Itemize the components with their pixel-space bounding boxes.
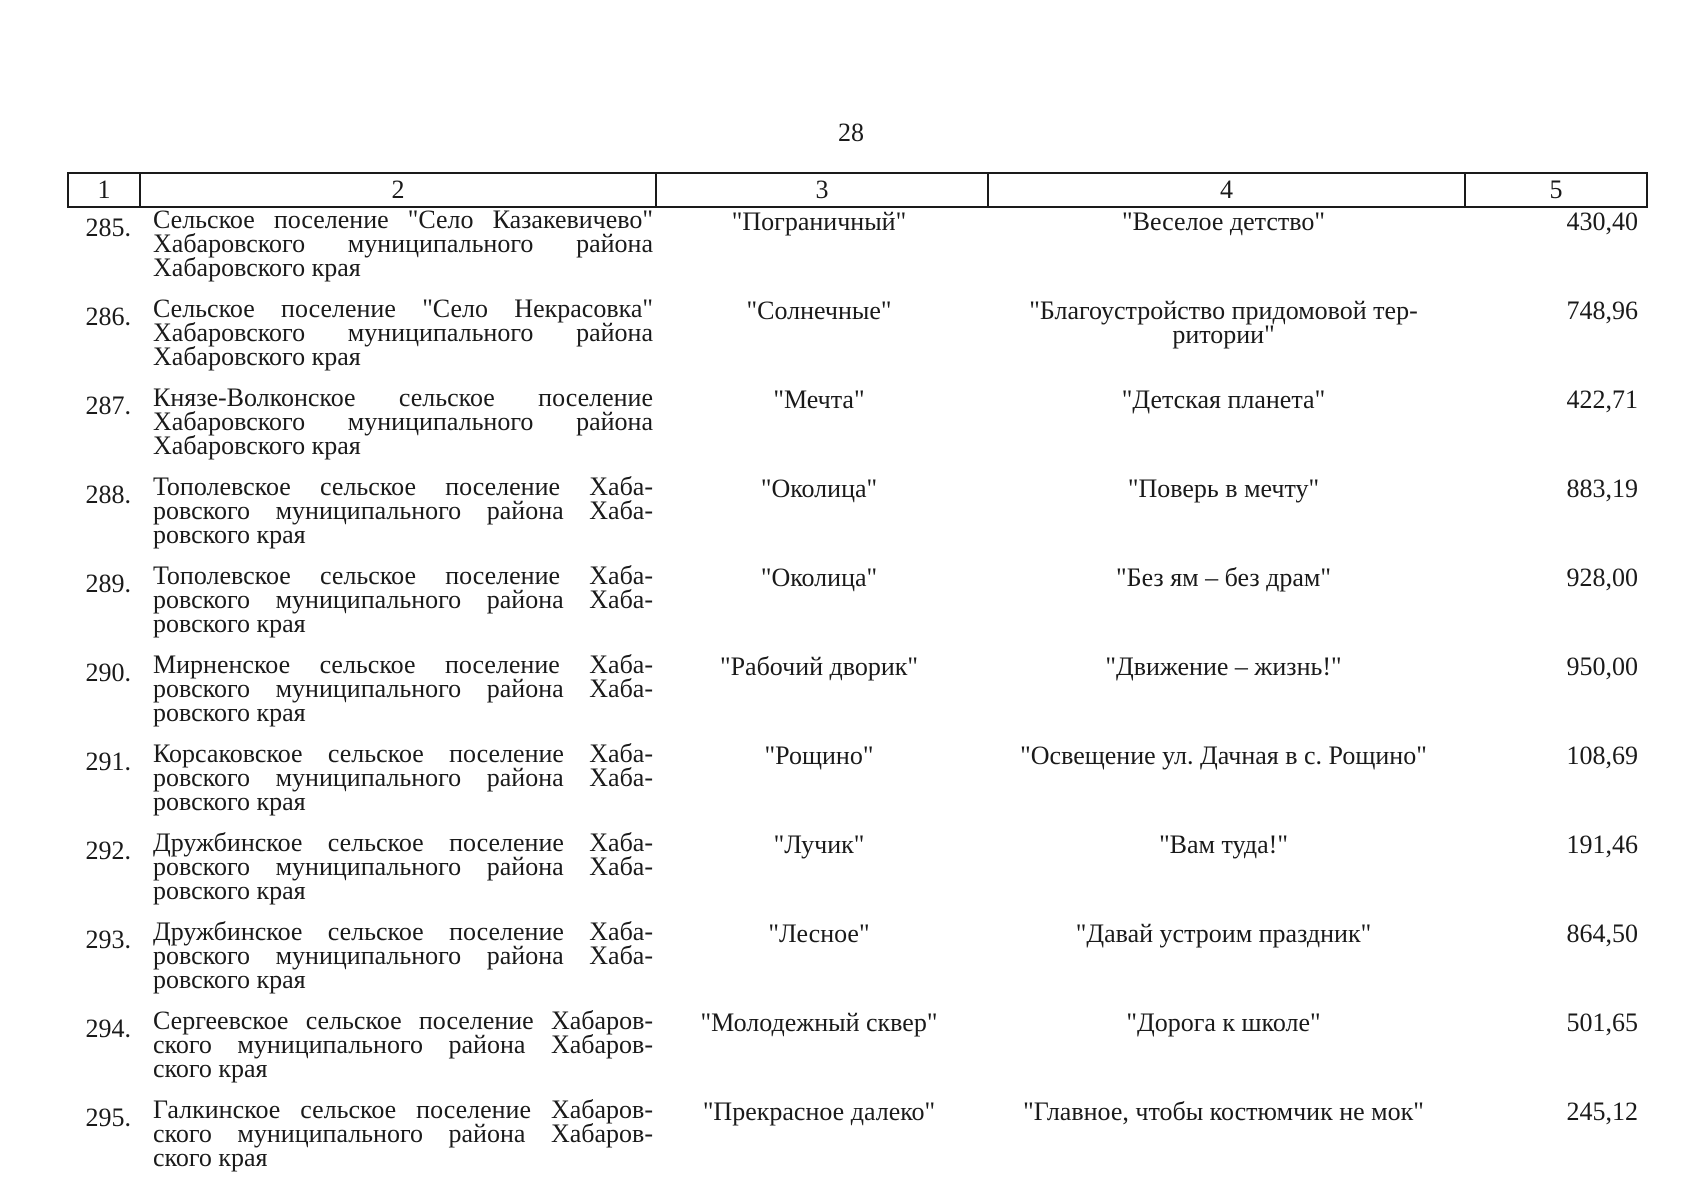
table-row	[67, 294, 1648, 386]
tos-name: "Солнечные"	[746, 296, 892, 325]
table-row	[67, 205, 1648, 297]
table-row	[67, 917, 1648, 1009]
tos-name: "Прекрасное далеко"	[702, 1097, 936, 1126]
table-row	[67, 650, 1648, 742]
project-name: "Освещение ул. Дачная в с. Рощино"	[1020, 741, 1427, 770]
row-number: 293.	[85, 925, 131, 954]
row-number: 289.	[85, 569, 131, 598]
municipality-name: Корсаковское сельское поселение Хаба-ровского муниципального района Хаба-ровского края	[153, 739, 653, 816]
tos-name: "Мечта"	[773, 385, 865, 414]
row-number: 287.	[85, 391, 131, 420]
column-header-5: 5	[1464, 174, 1646, 206]
table-row	[67, 1006, 1648, 1098]
tos-name: "Рабочий дворик"	[719, 652, 919, 681]
table-row	[67, 828, 1648, 920]
project-name: "Поверь в мечту"	[1127, 474, 1320, 503]
row-number: 285.	[85, 213, 131, 242]
tos-name: "Молодежный сквер"	[700, 1008, 938, 1037]
tos-name: "Лучик"	[773, 830, 865, 859]
column-header-2: 2	[139, 174, 655, 206]
tos-name: "Околица"	[760, 563, 878, 592]
row-number: 294.	[85, 1014, 131, 1043]
project-name: "Благоустройство придомовой тер-ритории"	[1029, 296, 1418, 349]
municipality-name: Сергеевское сельское поселение Хабаров-ского муниципального района Хабаров-ского края	[153, 1006, 653, 1083]
column-header-1: 1	[97, 175, 111, 204]
municipality-name: Дружбинское сельское поселение Хаба-ровского муниципального района Хаба-ровского края	[153, 917, 653, 994]
amount: 883,19	[1566, 474, 1638, 503]
municipality-name: Тополевское сельское поселение Хаба-ровского муниципального района Хаба-ровского края	[153, 561, 653, 638]
amount: 191,46	[1566, 830, 1638, 859]
tos-name: "Рощино"	[764, 741, 874, 770]
project-name: "Дорога к школе"	[1126, 1008, 1321, 1037]
amount: 430,40	[1566, 207, 1638, 236]
project-name: "Вам туда!"	[1159, 830, 1288, 859]
row-number: 286.	[85, 302, 131, 331]
row-number: 290.	[85, 658, 131, 687]
row-number: 291.	[85, 747, 131, 776]
municipality-name: Мирненское сельское поселение Хаба-ровского муниципального района Хаба-ровского края	[153, 650, 653, 727]
project-name: "Давай устроим праздник"	[1075, 919, 1372, 948]
amount: 928,00	[1566, 563, 1638, 592]
project-name: "Главное, чтобы костюмчик не мок"	[1023, 1097, 1424, 1126]
column-header-4: 4	[987, 174, 1464, 206]
page-number: 28	[838, 118, 864, 147]
table-body	[67, 205, 1648, 1187]
table-row	[67, 383, 1648, 475]
table-row	[67, 472, 1648, 564]
municipality-name: Тополевское сельское поселение Хаба-ровского муниципального района Хаба-ровского края	[153, 472, 653, 549]
row-number: 292.	[85, 836, 131, 865]
tos-name: "Околица"	[760, 474, 878, 503]
table-row	[67, 561, 1648, 653]
municipality-name: Сельское поселение "Село Некрасовка" Хабаровского муниципального района Хабаровского края	[153, 294, 653, 371]
project-name: "Веселое детство"	[1122, 207, 1325, 236]
project-name: "Детская планета"	[1121, 385, 1326, 414]
row-number: 288.	[85, 480, 131, 509]
municipality-name: Князе-Волконское сельское поселение Хабаровского муниципального района Хабаровского края	[153, 383, 653, 460]
tos-name: "Лесное"	[768, 919, 870, 948]
amount: 108,69	[1566, 741, 1638, 770]
column-header-3: 3	[655, 174, 987, 206]
municipality-name: Галкинское сельское поселение Хабаров-ского муниципального района Хабаров-ского края	[153, 1095, 653, 1172]
amount: 950,00	[1566, 652, 1638, 681]
row-number: 295.	[85, 1103, 131, 1132]
table-row	[67, 1095, 1648, 1187]
project-name: "Движение – жизнь!"	[1105, 652, 1342, 681]
tos-name: "Пограничный"	[731, 207, 907, 236]
amount: 422,71	[1566, 385, 1638, 414]
amount: 501,65	[1566, 1008, 1638, 1037]
amount: 245,12	[1566, 1097, 1638, 1126]
municipality-name: Сельское поселение "Село Казакевичево" Хабаровского муниципального района Хабаровского края	[153, 205, 653, 282]
project-name: "Без ям – без драм"	[1116, 563, 1331, 592]
amount: 864,50	[1566, 919, 1638, 948]
table-row	[67, 739, 1648, 831]
municipality-name: Дружбинское сельское поселение Хаба-ровского муниципального района Хаба-ровского края	[153, 828, 653, 905]
amount: 748,96	[1566, 296, 1638, 325]
table-header-row	[67, 172, 1648, 208]
